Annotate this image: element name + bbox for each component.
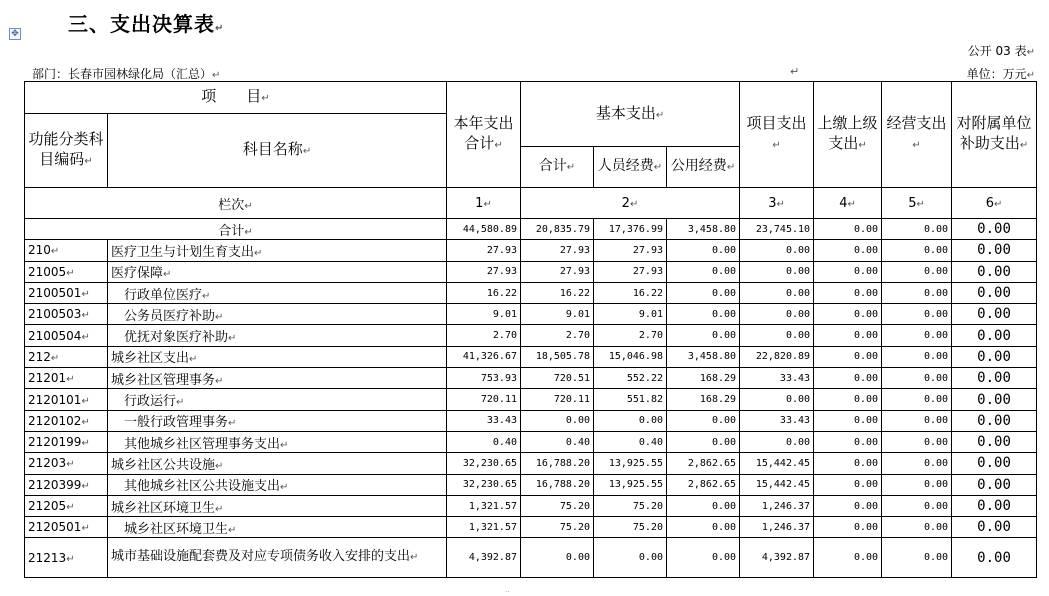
cell-value: 41,326.67 — [447, 346, 521, 367]
header-func-code: 功能分类科目编码↵ — [25, 114, 108, 188]
cell-value: 0.00 — [814, 282, 882, 303]
cell-value: 1,246.37 — [740, 517, 814, 538]
cell-value: 0.00 — [882, 410, 952, 431]
header-turn-over: 上缴上级支出↵ — [814, 82, 882, 188]
cell-value: 33.43 — [447, 410, 521, 431]
col-no: 5↵ — [882, 188, 952, 219]
subject-name-cell: 行政运行↵ — [108, 389, 447, 410]
cell-value: 0.00 — [814, 495, 882, 516]
table-row — [25, 346, 1037, 367]
col-no: 1↵ — [447, 188, 521, 219]
cell-value: 2.70 — [521, 325, 594, 346]
cell-value: 0.40 — [447, 431, 521, 452]
cell-value: 0.00 — [882, 517, 952, 538]
cell-value: 33.43 — [740, 410, 814, 431]
header-project: 项目支出↵ — [740, 82, 814, 188]
table-body — [25, 240, 1037, 578]
func-code-cell: 21203↵ — [25, 453, 108, 474]
cell-value: 1,321.57 — [447, 517, 521, 538]
cell-value: 0.00 — [814, 453, 882, 474]
cell-value: 44,580.89 — [447, 219, 521, 240]
func-code-cell: 2120199↵ — [25, 431, 108, 452]
cell-value: 15,046.98 — [594, 346, 667, 367]
cell-value: 0.00 — [814, 325, 882, 346]
cell-value: 0.00 — [882, 282, 952, 303]
header-public: 公用经费↵ — [667, 147, 740, 188]
subject-name-cell: 医疗卫生与计划生育支出↵ — [108, 240, 447, 261]
cell-value: 0.00 — [952, 389, 1037, 410]
table-row — [25, 538, 1037, 578]
cell-value: 753.93 — [447, 368, 521, 389]
func-code-cell: 21213↵ — [25, 538, 108, 578]
cell-value: 0.00 — [814, 240, 882, 261]
subject-name-cell: 其他城乡社区管理事务支出↵ — [108, 431, 447, 452]
cell-value: 0.00 — [521, 538, 594, 578]
table-row — [25, 325, 1037, 346]
cell-value: 0.00 — [952, 517, 1037, 538]
cell-value: 0.00 — [952, 325, 1037, 346]
cell-value: 1,246.37 — [740, 495, 814, 516]
cell-value: 13,925.55 — [594, 474, 667, 495]
cell-value: 0.00 — [952, 538, 1037, 578]
cell-value: 0.00 — [882, 431, 952, 452]
cell-value: 9.01 — [594, 304, 667, 325]
cell-value: 15,442.45 — [740, 453, 814, 474]
cell-value: 9.01 — [447, 304, 521, 325]
cell-value: 0.00 — [814, 261, 882, 282]
department-label: 部门：长春市园林绿化局（汇总）↵ — [32, 67, 221, 81]
cell-value: 0.00 — [667, 495, 740, 516]
col-no: 4↵ — [814, 188, 882, 219]
header-subsidy: 对附属单位补助支出↵ — [952, 82, 1037, 188]
cell-value: 3,458.80 — [667, 346, 740, 367]
subject-name-cell: 医疗保障↵ — [108, 261, 447, 282]
cell-value: 75.20 — [594, 517, 667, 538]
cell-value: 0.00 — [814, 410, 882, 431]
cell-value: 0.00 — [667, 261, 740, 282]
sum-row — [25, 219, 1037, 240]
table-row — [25, 240, 1037, 261]
table-row — [25, 261, 1037, 282]
page-title: 三、支出决算表↵ — [68, 12, 225, 36]
cell-value: 0.00 — [952, 219, 1037, 240]
subject-name-cell: 一般行政管理事务↵ — [108, 410, 447, 431]
func-code-cell: 2100503↵ — [25, 304, 108, 325]
table-row — [25, 282, 1037, 303]
cell-value: 720.11 — [447, 389, 521, 410]
sum-label: 合计↵ — [25, 219, 447, 240]
cell-value: 0.00 — [667, 325, 740, 346]
cell-value: 27.93 — [521, 261, 594, 282]
cell-value: 0.00 — [740, 431, 814, 452]
cell-value: 0.00 — [952, 261, 1037, 282]
cell-value: 0.00 — [594, 538, 667, 578]
cell-value: 720.11 — [521, 389, 594, 410]
func-code-cell: 2100504↵ — [25, 325, 108, 346]
cell-value: 0.00 — [882, 240, 952, 261]
header-subject-name: 科目名称↵ — [108, 114, 447, 188]
cell-value: 13,925.55 — [594, 453, 667, 474]
cell-value: 23,745.10 — [740, 219, 814, 240]
cell-value: 15,442.45 — [740, 474, 814, 495]
cell-value: 17,376.99 — [594, 219, 667, 240]
cell-value: 0.00 — [667, 431, 740, 452]
cell-value: 1,321.57 — [447, 495, 521, 516]
subject-name-cell: 城乡社区支出↵ — [108, 346, 447, 367]
cell-value: 75.20 — [521, 517, 594, 538]
col-no: 6↵ — [952, 188, 1037, 219]
cell-value: 9.01 — [521, 304, 594, 325]
cell-value: 0.00 — [882, 495, 952, 516]
cell-value: 3,458.80 — [667, 219, 740, 240]
func-code-cell: 2100501↵ — [25, 282, 108, 303]
cell-value: 0.00 — [521, 410, 594, 431]
func-code-cell: 2120102↵ — [25, 410, 108, 431]
cell-value: 0.00 — [882, 325, 952, 346]
subject-name-cell: 城市基础设施配套费及对应专项债务收入安排的支出↵ — [108, 538, 447, 578]
cell-value: 0.00 — [667, 517, 740, 538]
cell-value: 16.22 — [521, 282, 594, 303]
func-code-cell: 2120399↵ — [25, 474, 108, 495]
cell-value: 0.00 — [740, 282, 814, 303]
table-row — [25, 410, 1037, 431]
cell-value: 16.22 — [447, 282, 521, 303]
cell-value: 0.00 — [952, 431, 1037, 452]
cell-value: 27.93 — [447, 261, 521, 282]
cell-value: 0.00 — [952, 495, 1037, 516]
cell-value: 0.00 — [667, 304, 740, 325]
cell-value: 720.51 — [521, 368, 594, 389]
cell-value: 0.00 — [882, 261, 952, 282]
cell-value: 0.00 — [814, 368, 882, 389]
cell-value: 0.00 — [952, 368, 1037, 389]
cell-value: 0.00 — [740, 325, 814, 346]
cell-value: 2.70 — [594, 325, 667, 346]
cell-value: 0.00 — [594, 410, 667, 431]
row-label: 栏次↵ — [25, 188, 447, 219]
subject-name-cell: 行政单位医疗↵ — [108, 282, 447, 303]
header-item: 项 目↵ — [25, 82, 447, 114]
table-row — [25, 368, 1037, 389]
header-personnel: 人员经费↵ — [594, 147, 667, 188]
cell-value: 27.93 — [594, 261, 667, 282]
table-move-handle-icon[interactable]: ✥ — [9, 28, 21, 40]
cell-value: 0.00 — [952, 304, 1037, 325]
header-basic-total: 合计↵ — [521, 147, 594, 188]
cell-value: 27.93 — [594, 240, 667, 261]
cell-value: 0.00 — [814, 538, 882, 578]
table-row — [25, 517, 1037, 538]
cell-value: 0.00 — [814, 219, 882, 240]
subject-name-cell: 城乡社区管理事务↵ — [108, 368, 447, 389]
cell-value: 168.29 — [667, 368, 740, 389]
cell-value: 0.40 — [594, 431, 667, 452]
cell-value: 0.00 — [740, 240, 814, 261]
cell-value: 0.00 — [952, 410, 1037, 431]
cell-value: 75.20 — [594, 495, 667, 516]
form-number: 公开 03 表↵ — [967, 44, 1035, 58]
cell-value: 0.00 — [882, 474, 952, 495]
cell-value: 0.40 — [521, 431, 594, 452]
subject-name-cell: 公务员医疗补助↵ — [108, 304, 447, 325]
cell-value: 4,392.87 — [447, 538, 521, 578]
cell-value: 0.00 — [667, 538, 740, 578]
cell-value: 0.00 — [814, 474, 882, 495]
cell-value: 0.00 — [882, 346, 952, 367]
cell-value: 552.22 — [594, 368, 667, 389]
cell-value: 27.93 — [521, 240, 594, 261]
cell-value: 0.00 — [882, 538, 952, 578]
func-code-cell: 2120501↵ — [25, 517, 108, 538]
cell-value: 0.00 — [814, 346, 882, 367]
cell-value: 0.00 — [952, 453, 1037, 474]
paragraph-mark: ↵ — [790, 65, 800, 78]
cell-value: 0.00 — [740, 261, 814, 282]
cell-value: 22,820.89 — [740, 346, 814, 367]
table-row — [25, 431, 1037, 452]
cell-value: 0.00 — [882, 304, 952, 325]
cell-value: 16.22 — [594, 282, 667, 303]
cell-value: 20,835.79 — [521, 219, 594, 240]
cell-value: 0.00 — [740, 304, 814, 325]
table-row — [25, 453, 1037, 474]
cell-value: 0.00 — [740, 389, 814, 410]
cell-value: 0.00 — [814, 517, 882, 538]
table-row — [25, 389, 1037, 410]
cell-value: 0.00 — [814, 431, 882, 452]
cell-value: 0.00 — [814, 304, 882, 325]
table-row — [25, 304, 1037, 325]
subject-name-cell: 其他城乡社区公共设施支出↵ — [108, 474, 447, 495]
cell-value: 0.00 — [667, 240, 740, 261]
cell-value: 2.70 — [447, 325, 521, 346]
header-basic: 基本支出↵ — [521, 82, 740, 147]
cell-value: 2,862.65 — [667, 453, 740, 474]
subject-name-cell: 优抚对象医疗补助↵ — [108, 325, 447, 346]
cell-value: 16,788.20 — [521, 474, 594, 495]
cell-value: 0.00 — [882, 368, 952, 389]
cell-value: 0.00 — [952, 346, 1037, 367]
cell-value: 0.00 — [667, 282, 740, 303]
cell-value: 168.29 — [667, 389, 740, 410]
cell-value: 0.00 — [814, 389, 882, 410]
subject-name-cell: 城乡社区公共设施↵ — [108, 453, 447, 474]
cell-value: 32,230.65 — [447, 453, 521, 474]
col-no: 2↵ — [521, 188, 740, 219]
cell-value: 32,230.65 — [447, 474, 521, 495]
cell-value: 0.00 — [952, 240, 1037, 261]
func-code-cell: 212↵ — [25, 346, 108, 367]
col-no: 3↵ — [740, 188, 814, 219]
table-row — [25, 474, 1037, 495]
subject-name-cell: 城乡社区环境卫生↵ — [108, 495, 447, 516]
expenditure-table — [24, 81, 1037, 578]
header-operation: 经营支出↵ — [882, 82, 952, 188]
cell-value: 0.00 — [952, 282, 1037, 303]
cell-value: 18,505.78 — [521, 346, 594, 367]
cell-value: 0.00 — [952, 474, 1037, 495]
cell-value: 0.00 — [667, 410, 740, 431]
cell-value: 551.82 — [594, 389, 667, 410]
func-code-cell: 2120101↵ — [25, 389, 108, 410]
cell-value: 75.20 — [521, 495, 594, 516]
page-footer-mark: ·· — [505, 588, 510, 596]
header-total: 本年支出合计↵ — [447, 82, 521, 188]
unit-label: 单位：万元↵ — [966, 67, 1035, 81]
subject-name-cell: 城乡社区环境卫生↵ — [108, 517, 447, 538]
cell-value: 16,788.20 — [521, 453, 594, 474]
table-row — [25, 495, 1037, 516]
cell-value: 0.00 — [882, 219, 952, 240]
cell-value: 2,862.65 — [667, 474, 740, 495]
cell-value: 27.93 — [447, 240, 521, 261]
func-code-cell: 21201↵ — [25, 368, 108, 389]
cell-value: 33.43 — [740, 368, 814, 389]
func-code-cell: 210↵ — [25, 240, 108, 261]
cell-value: 0.00 — [882, 389, 952, 410]
func-code-cell: 21005↵ — [25, 261, 108, 282]
func-code-cell: 21205↵ — [25, 495, 108, 516]
cell-value: 0.00 — [882, 453, 952, 474]
cell-value: 4,392.87 — [740, 538, 814, 578]
